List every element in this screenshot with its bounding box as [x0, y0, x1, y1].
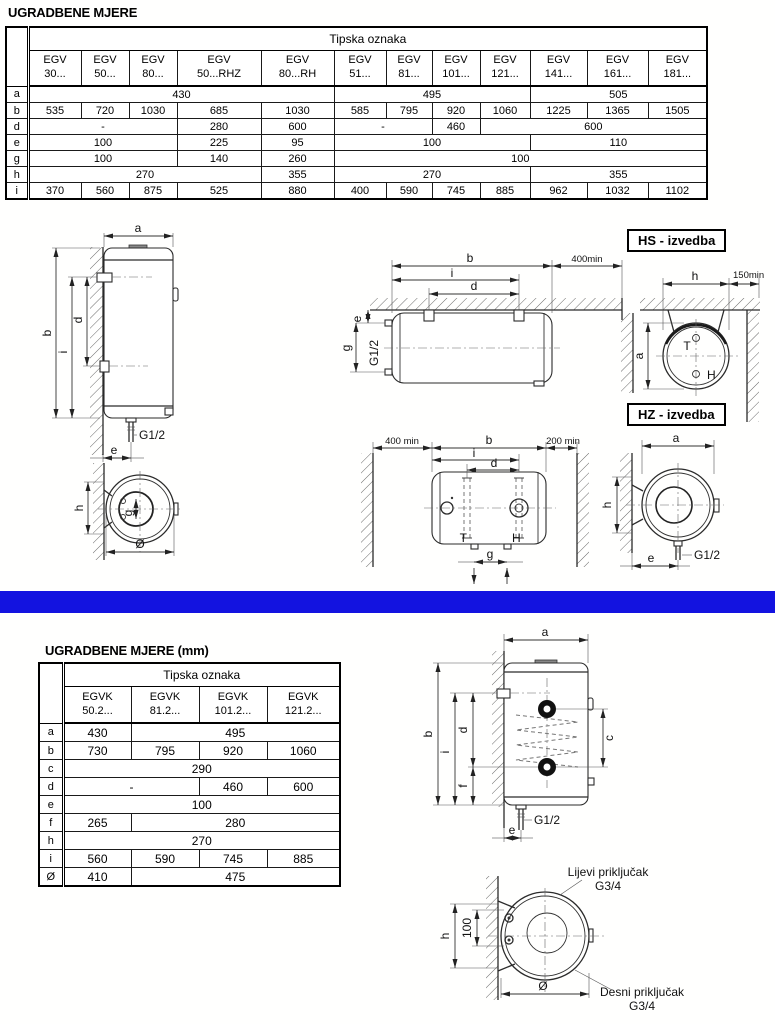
table-row [6, 119, 707, 135]
hs-version-badge: HS - izvedba [627, 229, 726, 252]
ceiling-hatch [370, 298, 622, 310]
dim-d-label: d [456, 726, 470, 734]
wall-hatch [486, 876, 498, 1000]
dim-a-label: a [632, 352, 646, 360]
lower-bracket [100, 361, 109, 372]
mount-bracket [424, 310, 434, 321]
table-row [6, 167, 707, 183]
row-label: b [6, 103, 28, 119]
column-header: EGV 50... [81, 51, 129, 87]
dim-g-label: g [121, 509, 135, 517]
table-cell: 140 [177, 151, 261, 167]
table-cell: 560 [63, 850, 131, 868]
dim-a-label: a [672, 431, 680, 445]
hs-cross-section-diagram [621, 269, 764, 422]
row-label: h [6, 167, 28, 183]
left-wall-hatch [361, 453, 373, 567]
dim-i-label: i [472, 446, 476, 460]
table-cell: 600 [261, 119, 334, 135]
table-cell: 460 [432, 119, 480, 135]
row-label: e [6, 135, 28, 151]
table-cell: 585 [334, 103, 386, 119]
table-cell: 100 [334, 135, 530, 151]
table-row [6, 103, 707, 119]
table-cell: 885 [480, 183, 530, 200]
port-fitting [385, 320, 392, 326]
table-cell: 875 [129, 183, 177, 200]
table-cell: 495 [131, 723, 340, 742]
table-cell: 1060 [267, 742, 340, 760]
table-cell: 100 [28, 151, 177, 167]
table-row [39, 814, 340, 832]
dim-h-label: h [691, 269, 699, 283]
port-T-label: T [683, 339, 691, 353]
table-cell: 795 [386, 103, 432, 119]
table-cell: 600 [267, 778, 340, 796]
installation-diagrams-egvk [420, 618, 775, 1024]
table-row [39, 868, 340, 887]
table-cell: 745 [432, 183, 480, 200]
table-row [39, 850, 340, 868]
table-cell: 270 [63, 832, 340, 850]
column-header: EGV 80... [129, 51, 177, 87]
column-header: EGVK 121.2... [267, 687, 340, 724]
egvk-dimensions-table [38, 662, 341, 887]
row-label: i [6, 183, 28, 200]
port-H [504, 544, 511, 549]
port-fitting [385, 369, 392, 375]
table-cell: 460 [199, 778, 267, 796]
side-knob [588, 698, 593, 710]
table-cell: 1030 [129, 103, 177, 119]
table-cell: 1032 [587, 183, 648, 200]
min400-label: 400min [571, 254, 603, 265]
table-cell: 1060 [480, 103, 530, 119]
section2-title: UGRADBENE MJERE (mm) [45, 643, 209, 658]
min150-label: 150min [733, 270, 765, 281]
row-label: g [6, 151, 28, 167]
table-cell: 100 [63, 796, 340, 814]
min400-label: 400 min [385, 436, 419, 447]
dim-100-label: 100 [460, 917, 474, 939]
dim-d-label: d [490, 456, 498, 470]
table-cell: 410 [63, 868, 131, 887]
hz-version-badge: HZ - izvedba [627, 403, 726, 426]
table-body [6, 86, 707, 199]
table-cell: 100 [334, 151, 707, 167]
mount-bracket [497, 689, 510, 698]
dim-diameter-label: Ø [538, 979, 548, 993]
egvk-bottom-view-diagram [438, 865, 685, 1013]
table-cell: 962 [530, 183, 587, 200]
dim-i-label: i [438, 750, 452, 754]
table-cell: 1365 [587, 103, 648, 119]
heater-body [104, 248, 173, 418]
table-cell: 400 [334, 183, 386, 200]
table-cell: 100 [28, 135, 177, 151]
upper-bracket [97, 273, 112, 282]
table-cell: 270 [334, 167, 530, 183]
table-cell: 1030 [261, 103, 334, 119]
dim-i-label: i [56, 350, 70, 354]
flange [527, 913, 567, 953]
dim-e-label: e [110, 443, 118, 457]
dim-e-label: e [647, 551, 655, 565]
right-wall-hatch [577, 453, 589, 567]
dim-c-label: c [602, 735, 616, 741]
vertical-heater-side-diagram [40, 221, 178, 462]
g12-label: G1/2 [367, 339, 381, 367]
table-cell: 730 [63, 742, 131, 760]
group-header: Tipska oznaka [28, 27, 707, 51]
group-header: Tipska oznaka [63, 663, 340, 687]
column-header: EGV 161... [587, 51, 648, 87]
column-header: EGVK 81.2... [131, 687, 199, 724]
row-label: b [39, 742, 63, 760]
installation-diagrams-egv [0, 220, 775, 592]
column-header: EGV 50...RHZ [177, 51, 261, 87]
row-label: Ø [39, 868, 63, 887]
column-header: EGV 121... [480, 51, 530, 87]
table-cell: 525 [177, 183, 261, 200]
ceiling-hatch [640, 298, 760, 310]
egvk-heater-side-diagram [421, 625, 616, 842]
right-port-callout: Desni priključak [599, 985, 685, 999]
table-cell: 495 [334, 86, 530, 103]
port-H-label: H [707, 368, 716, 382]
table-cell: 1102 [648, 183, 707, 200]
column-header: EGV 30... [28, 51, 81, 87]
row-label: i [39, 850, 63, 868]
port-T [471, 544, 478, 549]
table-cell: 600 [480, 119, 707, 135]
wall-hatch [492, 651, 504, 807]
dim-i-label: i [450, 266, 454, 280]
hs-horizontal-heater-diagram [339, 251, 622, 386]
table-cell: 260 [261, 151, 334, 167]
table-row [39, 760, 340, 778]
table-cell: 745 [199, 850, 267, 868]
g12-label: G1/2 [534, 813, 561, 827]
column-header: EGV 141... [530, 51, 587, 87]
table-cell: 95 [261, 135, 334, 151]
table-row [6, 86, 707, 103]
right-wall-hatch [747, 310, 759, 422]
table-header [6, 27, 707, 86]
table-cell: 225 [177, 135, 261, 151]
bottom-pipe [126, 418, 136, 442]
g12-label: G1/2 [139, 428, 166, 442]
dim-h-label: h [72, 504, 86, 512]
table-cell: 1505 [648, 103, 707, 119]
heater-body [504, 663, 588, 805]
table-cell: 370 [28, 183, 81, 200]
g12-label: G1/2 [694, 548, 721, 562]
row-label: f [39, 814, 63, 832]
vertical-heater-bottom-view [72, 463, 182, 560]
table-cell: 280 [131, 814, 340, 832]
wall-hatch [93, 463, 104, 560]
bottom-pipe [516, 805, 526, 809]
table-cell: 430 [63, 723, 131, 742]
right-port-size: G3/4 [628, 999, 656, 1013]
table-cell: 280 [177, 119, 261, 135]
column-header: EGVK 50.2... [63, 687, 131, 724]
table-cell: 1225 [530, 103, 587, 119]
table-cell: 505 [530, 86, 707, 103]
wall-hatch [620, 453, 632, 553]
header-row [39, 663, 340, 687]
table-cell: 685 [177, 103, 261, 119]
dim-g-label: g [339, 344, 353, 352]
row-label: a [39, 723, 63, 742]
table-cell: 270 [28, 167, 261, 183]
table-cell: 475 [131, 868, 340, 887]
table-body [39, 723, 340, 886]
dim-h-label: h [438, 932, 452, 940]
dim-a-label: a [541, 625, 549, 639]
hz-horizontal-heater-diagram [361, 433, 589, 584]
table-cell: - [63, 778, 199, 796]
column-header: EGV 80...RH [261, 51, 334, 87]
row-label: e [39, 796, 63, 814]
dim-f-label: f [456, 784, 470, 788]
dim-d-label: d [470, 279, 478, 293]
table-cell: 920 [432, 103, 480, 119]
row-label: a [6, 86, 28, 103]
dim-d-label: d [71, 316, 85, 324]
left-port-callout: Lijevi priključak [567, 865, 649, 879]
table-row [39, 723, 340, 742]
egv-dimensions-table [5, 26, 708, 200]
table-cell: 430 [28, 86, 334, 103]
hz-cross-section-diagram [600, 431, 724, 570]
header-row [39, 687, 340, 724]
table-cell: 110 [530, 135, 707, 151]
dim-b-label: b [40, 329, 54, 337]
column-header: EGVK 101.2... [199, 687, 267, 724]
bottom-pipe [674, 541, 682, 546]
table-row [39, 832, 340, 850]
column-header: EGV 181... [648, 51, 707, 87]
dim-e-label: e [508, 823, 516, 837]
mount-bracket [514, 310, 524, 321]
table-cell: 920 [199, 742, 267, 760]
header-row [6, 27, 707, 51]
row-label: h [39, 832, 63, 850]
dim-e-label: e [350, 315, 364, 323]
table-row [6, 183, 707, 200]
table-row [39, 742, 340, 760]
dim-a-label: a [134, 221, 142, 235]
table-cell: - [334, 119, 432, 135]
dim-diameter-label: Ø [135, 537, 145, 551]
min200-label: 200 min [546, 436, 580, 447]
column-header: EGV 101... [432, 51, 480, 87]
table-cell: 795 [131, 742, 199, 760]
table-cell: 885 [267, 850, 340, 868]
dim-b-label: b [421, 730, 435, 738]
table-row [39, 796, 340, 814]
dim-b-label: b [485, 433, 493, 447]
table-cell: 590 [386, 183, 432, 200]
corner-cell [39, 663, 63, 723]
column-header: EGV 51... [334, 51, 386, 87]
side-knob [173, 288, 178, 301]
table-cell: 590 [131, 850, 199, 868]
row-label: d [39, 778, 63, 796]
dim-h-label: h [600, 501, 614, 509]
row-label: c [39, 760, 63, 778]
dim-g-label: g [486, 547, 494, 561]
row-label: d [6, 119, 28, 135]
table-row [6, 135, 707, 151]
table-cell: 265 [63, 814, 131, 832]
table-cell: 355 [261, 167, 334, 183]
port-H-label: H [512, 531, 521, 545]
blue-divider [0, 591, 775, 613]
table-cell: 720 [81, 103, 129, 119]
table-cell: 535 [28, 103, 81, 119]
table-cell: - [28, 119, 177, 135]
table-header [39, 663, 340, 723]
section1-title: UGRADBENE MJERE [8, 5, 138, 20]
port-T-label: T [459, 531, 467, 545]
table-cell: 560 [81, 183, 129, 200]
left-port-size: G3/4 [594, 879, 622, 893]
table-cell: 290 [63, 760, 340, 778]
dim-b-label: b [466, 251, 474, 265]
table-cell: 355 [530, 167, 707, 183]
table-row [6, 151, 707, 167]
corner-cell [6, 27, 28, 86]
table-row [39, 778, 340, 796]
header-row [6, 51, 707, 87]
column-header: EGV 81... [386, 51, 432, 87]
table-cell: 880 [261, 183, 334, 200]
